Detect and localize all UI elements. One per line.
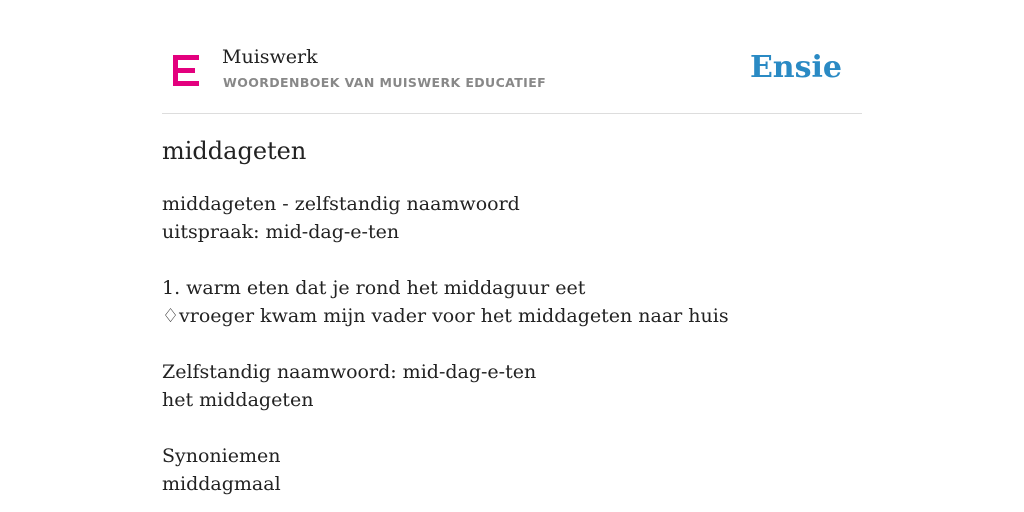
entry-example-line: ♢vroeger kwam mijn vader voor het middageten naar huis bbox=[162, 305, 729, 327]
entry-blank-line bbox=[162, 414, 729, 442]
entry-blank-line bbox=[162, 246, 729, 274]
entry-synonyms-heading: Synoniemen bbox=[162, 445, 281, 467]
entry-headword-line: middageten - zelfstandig naamwoord bbox=[162, 193, 520, 215]
entry-pronunciation-line: uitspraak: mid-dag-e-ten bbox=[162, 221, 400, 243]
page-container bbox=[162, 0, 862, 495]
page-title: middageten bbox=[162, 137, 307, 165]
dictionary-entry bbox=[162, 190, 729, 498]
site-header bbox=[162, 0, 862, 114]
brand-subtitle: WOORDENBOEK VAN MUISWERK EDUCATIEF bbox=[223, 75, 547, 90]
entry-blank-line bbox=[162, 330, 729, 358]
entry-definition-line: 1. warm eten dat je rond het middaguur eet bbox=[162, 277, 586, 299]
entry-synonym-item: middagmaal bbox=[162, 473, 281, 495]
muiswerk-logo-icon[interactable] bbox=[173, 55, 199, 87]
ensie-logo-link[interactable]: Ensie bbox=[749, 50, 842, 85]
entry-article-line: het middageten bbox=[162, 389, 314, 411]
brand-name-link[interactable]: Muiswerk bbox=[222, 46, 318, 68]
entry-hyphenation-line: Zelfstandig naamwoord: mid-dag-e-ten bbox=[162, 361, 537, 383]
